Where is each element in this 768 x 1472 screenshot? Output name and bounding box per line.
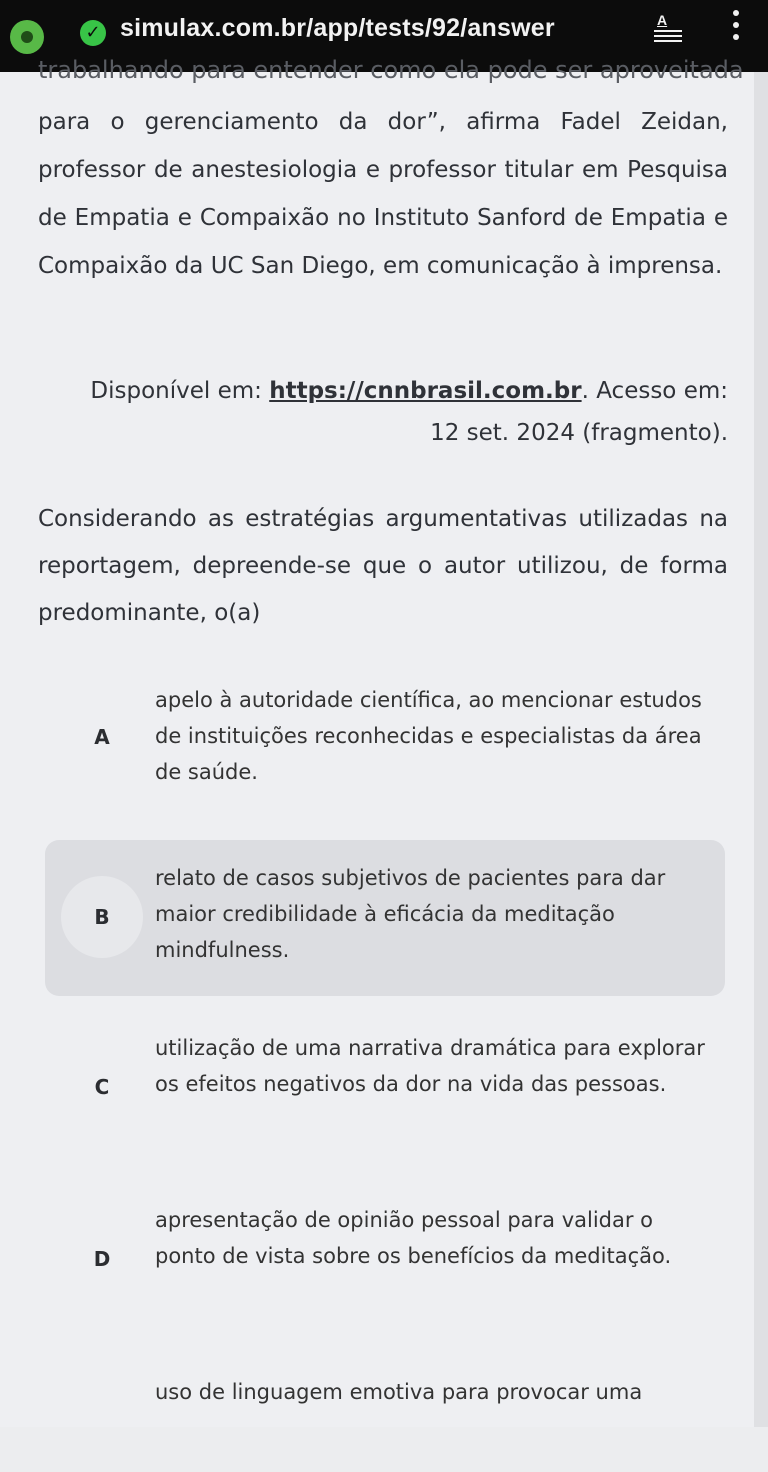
page-content [0,56,768,1427]
url-bar[interactable]: simulax.com.br/app/tests/92/answer [120,14,555,42]
answer-option-c[interactable] [45,1012,725,1162]
menu-icon[interactable] [730,8,742,44]
answer-option-b[interactable] [45,840,725,996]
option-text: utilização de uma narrativa dramática para explorar os efeitos negativos da dor na vida das pessoas. [155,1036,705,1096]
option-letter: D [93,1247,111,1271]
shield-check-icon[interactable]: ✓ [80,20,106,46]
option-letter: B [61,876,143,958]
article-paragraph: para o gerenciamento da dor”, afirma Fadel Zeidan, professor de anestesiologia e professor titular em Pesquisa de Empatia e Compaixão no Instituto Sanford de Empatia e Compaixão da UC San Diego, em comunicação à imprensa. [38,109,728,279]
reader-mode-icon[interactable]: A [652,12,684,42]
source-prefix: Disponível em: [90,378,270,404]
option-text: apresentação de opinião pessoal para validar o ponto de vista sobre os benefícios da meditação. [155,1208,672,1268]
cut-off-text-line: trabalhando para entender como ela pode ser aproveitada [38,56,744,84]
answer-option-d[interactable] [45,1184,725,1334]
source-link[interactable]: https://cnnbrasil.com.br [269,378,582,404]
option-letter: A [94,725,110,749]
scroll-edge [754,72,768,1427]
answer-option-e[interactable] [45,1354,725,1434]
answer-option-a[interactable] [45,662,725,812]
tab-icon[interactable] [10,20,44,54]
option-text: apelo à autoridade científica, ao mencionar estudos de instituições reconhecidas e especialistas da área de saúde. [155,688,702,784]
option-text: uso de linguagem emotiva para provocar uma [155,1380,643,1404]
option-text: relato de casos subjetivos de pacientes para dar maior credibilidade à eficácia da meditação mindfulness. [155,866,666,962]
article-source [60,370,728,454]
source-suffix: . Acesso em: 12 set. 2024 (fragmento). [430,378,728,446]
question-statement: Considerando as estratégias argumentativas utilizadas na reportagem, depreende-se que o autor utilizou, de forma predominante, o(a) [38,506,728,626]
option-letter: C [94,1075,110,1099]
